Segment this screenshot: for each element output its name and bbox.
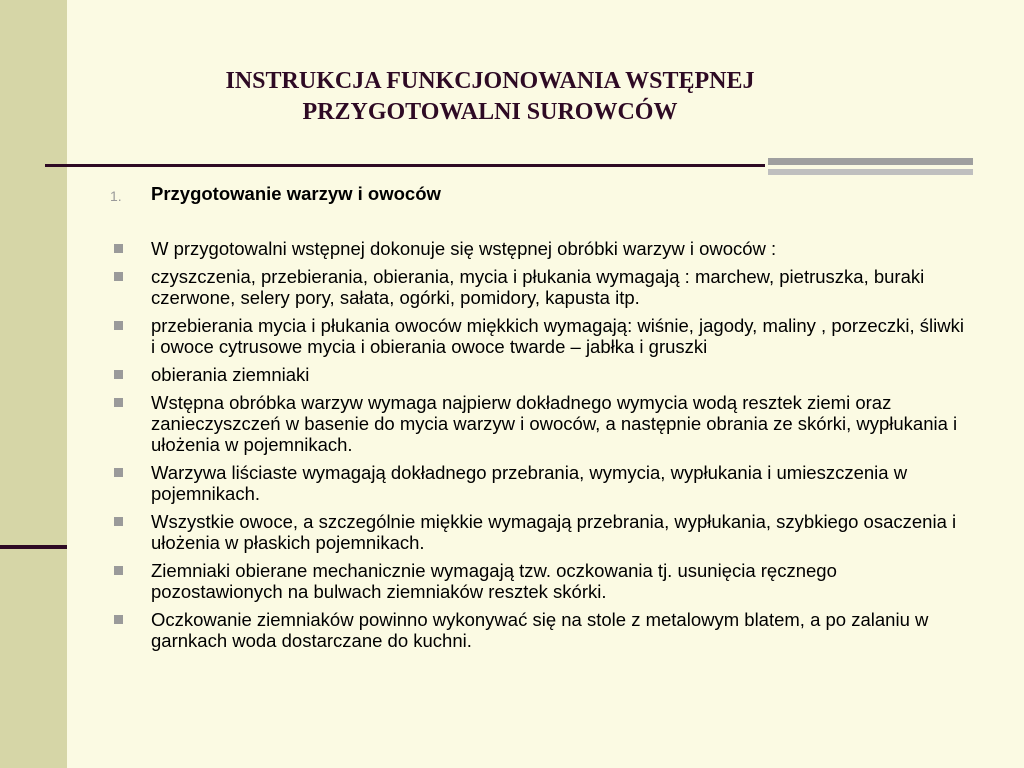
title-decor-bars <box>768 158 973 175</box>
bullet-text: W przygotowalni wstępnej dokonuje się wstępnej obróbki warzyw i owoców : <box>151 238 777 259</box>
bullet-item <box>110 315 980 357</box>
section-heading: Przygotowanie warzyw i owoców <box>151 183 441 204</box>
bullet-text: Wstępna obróbka warzyw wymaga najpierw dokładnego wymycia wodą resztek ziemi oraz zanieczyszczeń w basenie do mycia warzyw i owoców, a następnie obrania ze skórki, wypłukania i ułożenia w pojemnikach. <box>151 392 958 455</box>
bullet-text: Warzywa liściaste wymagają dokładnego przebrania, wymycia, wypłukania i umieszczenia w pojemnikach. <box>151 462 908 504</box>
square-bullet-icon <box>114 615 123 624</box>
bullet-item <box>110 462 980 504</box>
side-decor-bar <box>0 0 67 768</box>
decor-bar-light <box>768 169 973 175</box>
bullet-text: Ziemniaki obierane mechanicznie wymagają tzw. oczkowania tj. usunięcia ręcznego pozostawionych na bulwach ziemniaków resztek skórki. <box>151 560 837 602</box>
bullet-item <box>110 560 980 602</box>
title-divider <box>45 164 765 167</box>
bullet-text: obierania ziemniaki <box>151 364 310 385</box>
slide-content <box>110 180 980 658</box>
bullet-item <box>110 392 980 455</box>
slide-title: INSTRUKCJA FUNKCJONOWANIA WSTĘPNEJ PRZYGOTOWALNI SUROWCÓW <box>225 68 755 125</box>
bullet-text: Oczkowanie ziemniaków powinno wykonywać się na stole z metalowym blatem, a po zalaniu w garnkach woda dostarczane do kuchni. <box>151 609 929 651</box>
item-number: 1. <box>110 188 122 204</box>
square-bullet-icon <box>114 398 123 407</box>
bullet-item <box>110 364 980 385</box>
bullet-text: czyszczenia, przebierania, obierania, mycia i płukania wymagają : marchew, pietruszka, buraki czerwone, selery pory, sałata, ogórki, pomidory, kapusta itp. <box>151 266 925 308</box>
square-bullet-icon <box>114 566 123 575</box>
square-bullet-icon <box>114 321 123 330</box>
bullet-text: przebierania mycia i płukania owoców miękkich wymagają: wiśnie, jagody, maliny , porzeczki, śliwki i owoce cytrusowe mycia i obierania owoce twarde – jabłka i gruszki <box>151 315 964 357</box>
decor-bar-dark <box>768 158 973 165</box>
numbered-item <box>110 183 980 207</box>
square-bullet-icon <box>114 468 123 477</box>
bullet-item <box>110 238 980 259</box>
square-bullet-icon <box>114 370 123 379</box>
bullet-text: Wszystkie owoce, a szczególnie miękkie wymagają przebrania, wypłukania, szybkiego osaczenia i ułożenia w płaskich pojemnikach. <box>151 511 957 553</box>
bullet-item <box>110 511 980 553</box>
side-decor-line <box>0 545 67 549</box>
bullet-item <box>110 609 980 651</box>
square-bullet-icon <box>114 272 123 281</box>
square-bullet-icon <box>114 517 123 526</box>
bullet-item <box>110 266 980 308</box>
square-bullet-icon <box>114 244 123 253</box>
